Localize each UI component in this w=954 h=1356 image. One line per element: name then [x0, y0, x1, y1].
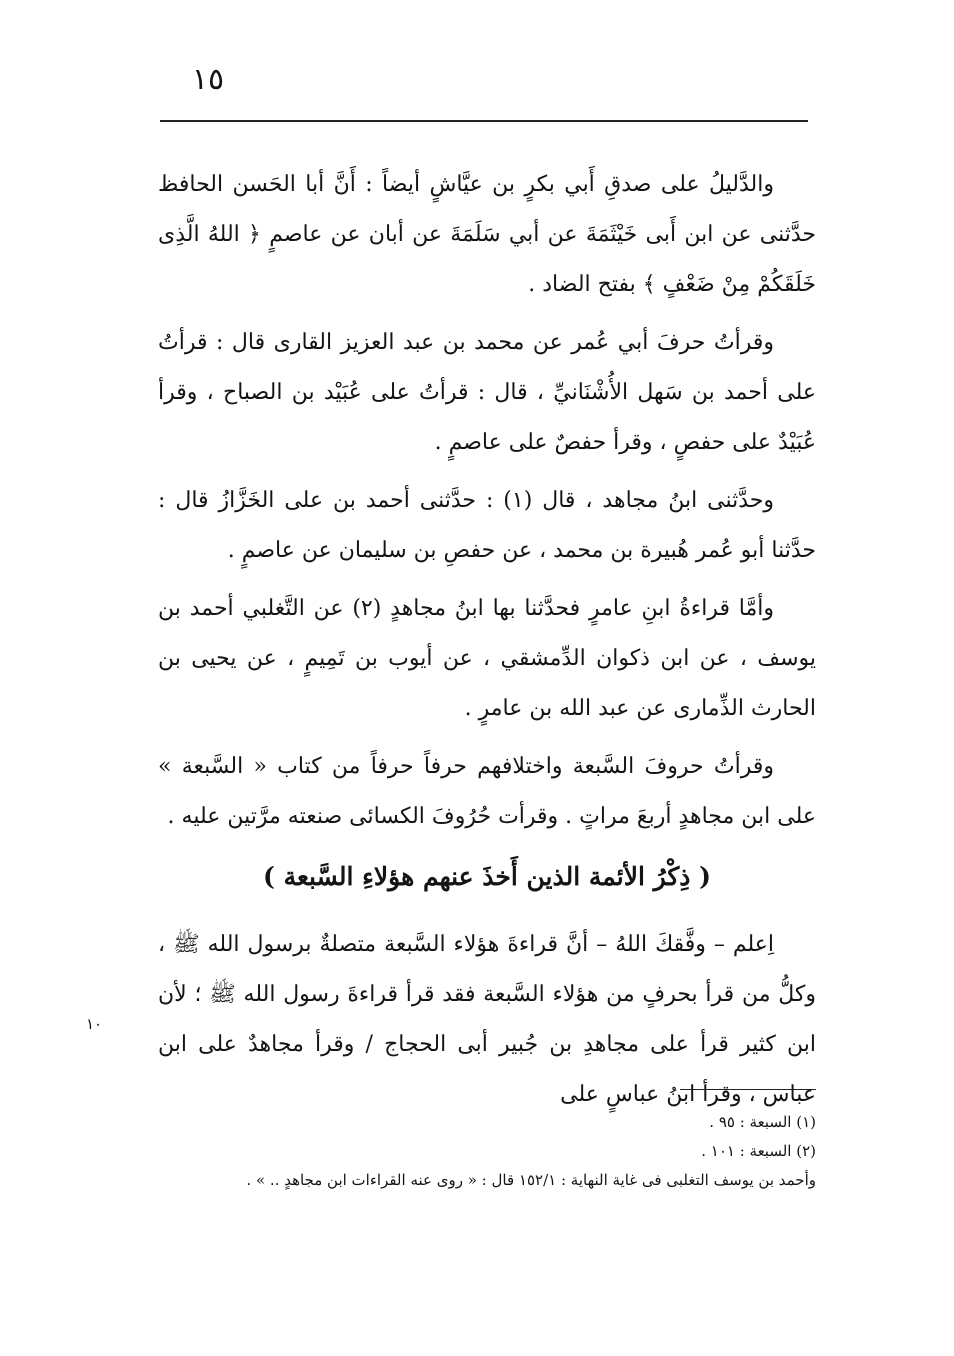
paragraph-abu-amr-reading: وقرأتُ حرفَ أبي عُمر عن محمد بن عبد العزيز القارى قال : قرأتُ على أحمد بن سَهل الأُشْنَانيِّ ، قال : قرأتُ على عُبَيْد بن الصباح ، وقرأ عُبَيْدٌ على حفصٍ ، وقرأ حفصٌ على عاصمٍ . — [158, 330, 816, 455]
footnote-divider — [680, 1089, 816, 1090]
paragraph-ibn-mujahid-chain: وحدَّثنى ابنُ مجاهد ، قال (١) : حدَّثنى أحمد بن على الخَزَّازُ قال : حدَّثنا أبو عُمر هُبيرة بن محمد ، عن حفصِ بن سليمان عن عاصمٍ . — [158, 488, 816, 563]
paragraph-evidence: والدَّليلُ على صدقِ أَبي بكرٍ بن عيَّاشٍ أيضاً : أَنَّ أبا الحَسن الحافظ حدَّثنى عن ابن أَبى خَيْثَمَةَ عن أبي سَلَمَةَ عن أبان عن عاصمٍ ﴿ اللهُ الَّذِى خَلَقَكُمْ مِنْ ضَعْفٍ ﴾ بفتح الضاد . — [158, 172, 816, 297]
footnote-1: (١) السبعة : ٩٥ . — [709, 1113, 816, 1131]
page-number: ١٥ — [191, 62, 225, 97]
footnote-3: وأحمد بن يوسف التغلبى فى غاية النهاية : ١٥٢/١ قال : « روى عنه القراءات ابن مجاهدٍ .. » . — [246, 1171, 816, 1189]
section-heading: ( ذِكْرُ الأئمة الذين أَخذَ عنهم هؤلاءِ السَّبعة ) — [263, 862, 711, 891]
footnote-2: (٢) السبعة : ١٠١ . — [701, 1142, 816, 1160]
paragraph-ibn-amir-reading: وأمَّا قراءةُ ابنِ عامرٍ فحدَّثنا بها ابنُ مجاهدٍ (٢) عن التَّغلبي أحمد بن يوسف ، عن ابن ذكوان الدِّمشقي ، عن أيوب بن تَمِيمٍ ، عن يحيى بن الحارث الذِّمارى عن عبد الله بن عامرٍ . — [158, 596, 816, 721]
paragraph-section-intro: اِعلم – وفَّقكَ اللهُ – أنَّ قراءةَ هؤلاء السَّبعة متصلةٌ برسول الله ﷺ ، وكلُّ من قرأ بحرفٍ من هؤلاء السَّبعة فقد قرأ قراءةَ رسول الله ﷺ ؛ لأن ابن كثير قرأ على مجاهدِ بن جُبير أبى الحجاج / وقرأ مجاهدٌ على ابن عباس ، وقرأ ابنُ عباسٍ على — [158, 932, 816, 1107]
main-text — [158, 160, 816, 1120]
footnotes — [130, 1108, 816, 1195]
paragraph-seven-readers-book: وقرأتُ حروفَ السَّبعة واختلافهم حرفاً حرفاً من كتاب « السَّبعة » على ابن مجاهدٍ أربعَ مراتٍ . وقرأت حُرُوفَ الكسائى صنعته مرَّتين عليه . — [158, 754, 816, 829]
header-divider — [160, 120, 808, 122]
line-number-marker: ١٠ — [86, 1015, 103, 1033]
